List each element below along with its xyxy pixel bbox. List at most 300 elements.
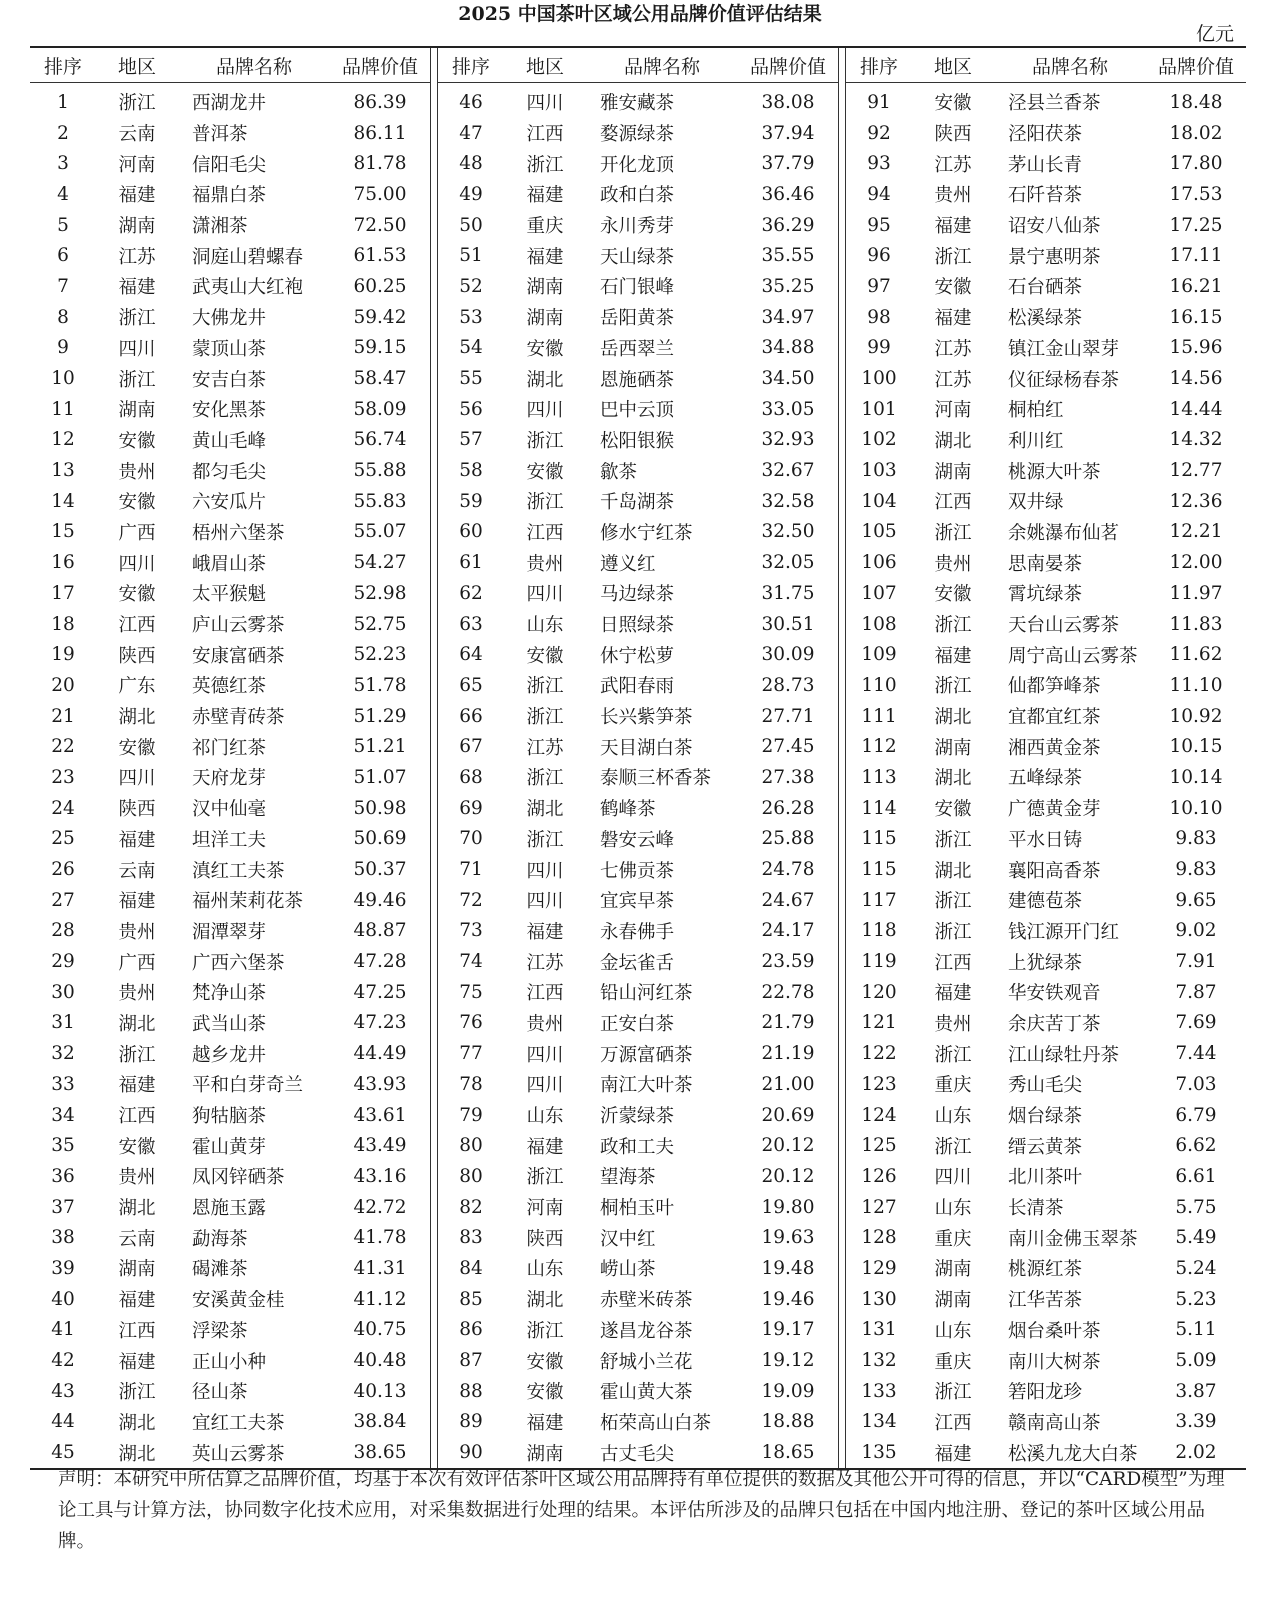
cell-brand-name: 武当山茶 [192, 1013, 267, 1035]
cell-region: 福建 [934, 1443, 972, 1465]
table-row [30, 486, 430, 517]
cell-region: 四川 [526, 584, 564, 606]
cell-brand-value: 59.15 [353, 337, 407, 359]
cell-region: 浙江 [526, 492, 564, 514]
cell-brand-value: 18.88 [761, 1411, 815, 1433]
cell-rank: 74 [459, 951, 483, 973]
cell-brand-name: 南川大树茶 [1008, 1351, 1101, 1373]
cell-brand-name: 金坛雀舌 [600, 952, 675, 974]
cell-brand-name: 正山小种 [192, 1351, 267, 1373]
cell-rank: 54 [459, 337, 483, 359]
cell-region: 安徽 [526, 1382, 564, 1404]
cell-region: 安徽 [118, 584, 156, 606]
table-row [30, 1192, 430, 1223]
cell-brand-name: 天目湖白茶 [600, 737, 693, 759]
table-row [30, 578, 430, 609]
table-row [438, 179, 838, 210]
cell-rank: 119 [861, 951, 897, 973]
cell-brand-name: 沂蒙绿茶 [600, 1106, 675, 1128]
cell-region: 浙江 [526, 829, 564, 851]
cell-brand-value: 47.25 [353, 981, 407, 1003]
cell-brand-value: 33.05 [761, 398, 815, 420]
cell-region: 浙江 [934, 1382, 972, 1404]
cell-region: 陕西 [118, 645, 156, 667]
table-row [438, 1100, 838, 1131]
cell-brand-value: 23.59 [761, 951, 815, 973]
cell-region: 贵州 [526, 1013, 564, 1035]
cell-brand-value: 55.83 [353, 490, 407, 512]
cell-rank: 125 [861, 1135, 897, 1157]
cell-rank: 12 [51, 429, 75, 451]
table-row [438, 1008, 838, 1039]
cell-region: 江西 [118, 1320, 156, 1342]
cell-region: 浙江 [934, 921, 972, 943]
cell-region: 福建 [118, 829, 156, 851]
cell-brand-name: 西湖龙井 [192, 93, 267, 115]
cell-brand-value: 15.96 [1169, 337, 1223, 359]
table-row [438, 1284, 838, 1315]
cell-brand-value: 43.61 [353, 1104, 407, 1126]
table-row [846, 1253, 1246, 1284]
cell-brand-value: 10.10 [1169, 797, 1223, 819]
table-row [846, 179, 1246, 210]
cell-region: 湖北 [118, 1198, 156, 1220]
table-row [846, 701, 1246, 732]
cell-brand-value: 40.13 [353, 1380, 407, 1402]
cell-brand-value: 40.48 [353, 1350, 407, 1372]
cell-brand-value: 31.75 [761, 582, 815, 604]
ranking-table-1 [30, 48, 430, 1468]
table-row [438, 670, 838, 701]
cell-rank: 83 [459, 1227, 483, 1249]
table-row [846, 854, 1246, 885]
cell-brand-value: 12.36 [1169, 490, 1223, 512]
cell-brand-name: 石门银峰 [600, 277, 675, 299]
table-row [438, 486, 838, 517]
table-block-1 [30, 48, 430, 1468]
cell-brand-value: 9.83 [1175, 859, 1217, 881]
table-row [846, 1345, 1246, 1376]
cell-region: 山东 [526, 1259, 564, 1281]
cell-brand-name: 汉中仙毫 [192, 799, 267, 821]
cell-region: 浙江 [118, 1382, 156, 1404]
table-row [30, 1100, 430, 1131]
table-row [846, 578, 1246, 609]
cell-rank: 61 [459, 552, 483, 574]
cell-brand-value: 11.97 [1169, 582, 1223, 604]
cell-rank: 78 [459, 1073, 483, 1095]
cell-rank: 127 [861, 1196, 897, 1218]
cell-rank: 64 [459, 644, 483, 666]
cell-brand-value: 17.25 [1169, 214, 1223, 236]
cell-brand-value: 42.72 [353, 1196, 407, 1218]
cell-region: 湖南 [526, 1443, 564, 1465]
cell-rank: 80 [459, 1165, 483, 1187]
cell-brand-value: 16.21 [1169, 275, 1223, 297]
cell-region: 湖南 [934, 1259, 972, 1281]
cell-region: 浙江 [118, 93, 156, 115]
table-row [30, 148, 430, 179]
header-region: 地区 [912, 48, 994, 83]
column-divider [430, 48, 438, 1468]
cell-rank: 92 [867, 122, 891, 144]
table-row [438, 1253, 838, 1284]
table-row [438, 1407, 838, 1438]
cell-brand-name: 霍山黄大茶 [600, 1382, 693, 1404]
cell-region: 安徽 [118, 1136, 156, 1158]
cell-rank: 128 [861, 1227, 897, 1249]
table-row [30, 333, 430, 364]
table-row [846, 302, 1246, 333]
cell-rank: 20 [51, 674, 75, 696]
cell-rank: 109 [861, 644, 897, 666]
cell-brand-value: 32.67 [761, 460, 815, 482]
cell-region: 浙江 [526, 676, 564, 698]
table-row [438, 916, 838, 947]
cell-rank: 115 [861, 859, 897, 881]
cell-rank: 45 [51, 1442, 75, 1464]
cell-rank: 24 [51, 797, 75, 819]
cell-rank: 3 [57, 153, 69, 175]
table-row [846, 639, 1246, 670]
cell-brand-value: 14.44 [1169, 398, 1223, 420]
header-brand-name: 品牌名称 [178, 48, 330, 83]
table-row [438, 854, 838, 885]
table-row [846, 1407, 1246, 1438]
cell-brand-name: 狗牯脑茶 [192, 1106, 267, 1128]
table-row [30, 1253, 430, 1284]
cell-rank: 11 [51, 398, 75, 420]
cell-region: 安徽 [934, 584, 972, 606]
cell-brand-name: 赤壁青砖茶 [192, 707, 285, 729]
cell-region: 浙江 [118, 369, 156, 391]
table-row [30, 639, 430, 670]
cell-brand-value: 19.80 [761, 1196, 815, 1218]
table-row [846, 240, 1246, 271]
cell-brand-name: 天府龙芽 [192, 768, 267, 790]
cell-brand-name: 景宁惠明茶 [1008, 246, 1101, 268]
cell-region: 陕西 [118, 799, 156, 821]
cell-brand-value: 32.50 [761, 521, 815, 543]
cell-brand-value: 28.73 [761, 674, 815, 696]
cell-brand-value: 5.11 [1175, 1319, 1217, 1341]
cell-brand-value: 52.23 [353, 644, 407, 666]
table-row [30, 1407, 430, 1438]
table-row [846, 547, 1246, 578]
cell-rank: 10 [51, 368, 75, 390]
cell-brand-name: 建德苞茶 [1008, 891, 1083, 913]
cell-region: 安徽 [526, 461, 564, 483]
cell-region: 浙江 [526, 154, 564, 176]
cell-brand-value: 2.02 [1175, 1442, 1217, 1464]
header-rank: 排序 [438, 48, 504, 83]
table-row [438, 977, 838, 1008]
table-row [30, 455, 430, 486]
cell-rank: 37 [51, 1196, 75, 1218]
cell-brand-name: 马边绿茶 [600, 584, 675, 606]
cell-region: 福建 [118, 185, 156, 207]
table-row [438, 394, 838, 425]
cell-rank: 46 [459, 91, 483, 113]
cell-rank: 113 [861, 766, 897, 788]
cell-rank: 130 [861, 1288, 897, 1310]
cell-brand-name: 石台硒茶 [1008, 277, 1083, 299]
cell-region: 四川 [526, 1044, 564, 1066]
cell-region: 重庆 [934, 1228, 972, 1250]
cell-rank: 14 [51, 490, 75, 512]
table-row [846, 762, 1246, 793]
cell-brand-name: 洞庭山碧螺春 [192, 246, 304, 268]
cell-rank: 89 [459, 1411, 483, 1433]
table-row [438, 578, 838, 609]
cell-brand-value: 27.45 [761, 736, 815, 758]
table-row [30, 762, 430, 793]
cell-brand-value: 32.58 [761, 490, 815, 512]
cell-region: 湖北 [526, 1290, 564, 1312]
cell-rank: 93 [867, 153, 891, 175]
cell-brand-value: 35.55 [761, 245, 815, 267]
cell-brand-value: 51.78 [353, 674, 407, 696]
table-row [846, 517, 1246, 548]
cell-region: 贵州 [118, 461, 156, 483]
cell-rank: 7 [57, 275, 69, 297]
cell-brand-name: 正安白茶 [600, 1013, 675, 1035]
cell-brand-name: 雅安藏茶 [600, 93, 675, 115]
cell-rank: 90 [459, 1442, 483, 1464]
cell-region: 湖北 [118, 1412, 156, 1434]
cell-brand-name: 婺源绿茶 [600, 124, 675, 146]
cell-brand-name: 梵净山茶 [192, 983, 267, 1005]
table-row [30, 179, 430, 210]
cell-brand-value: 19.46 [761, 1288, 815, 1310]
cell-rank: 102 [861, 429, 897, 451]
cell-brand-name: 英德红茶 [192, 676, 267, 698]
cell-brand-name: 广西六堡茶 [192, 952, 285, 974]
cell-brand-name: 鹤峰茶 [600, 799, 656, 821]
table-row [30, 670, 430, 701]
cell-rank: 29 [51, 951, 75, 973]
cell-brand-name: 上犹绿茶 [1008, 952, 1083, 974]
cell-brand-value: 37.79 [761, 153, 815, 175]
cell-brand-name: 平和白芽奇兰 [192, 1075, 304, 1097]
cell-brand-value: 47.28 [353, 951, 407, 973]
cell-brand-name: 霄坑绿茶 [1008, 584, 1083, 606]
cell-rank: 110 [861, 674, 897, 696]
cell-brand-value: 30.51 [761, 613, 815, 635]
table-row [438, 210, 838, 241]
table-row [846, 793, 1246, 824]
table-row [846, 916, 1246, 947]
cell-region: 重庆 [526, 216, 564, 238]
cell-brand-value: 7.03 [1175, 1073, 1217, 1095]
cell-region: 四川 [526, 891, 564, 913]
cell-rank: 28 [51, 920, 75, 942]
cell-rank: 103 [861, 460, 897, 482]
cell-rank: 48 [459, 153, 483, 175]
cell-rank: 85 [459, 1288, 483, 1310]
cell-brand-name: 南江大叶茶 [600, 1075, 693, 1097]
cell-region: 安徽 [526, 338, 564, 360]
cell-rank: 33 [51, 1073, 75, 1095]
cell-brand-name: 万源富硒茶 [600, 1044, 693, 1066]
table-block-3 [846, 48, 1246, 1468]
cell-region: 福建 [526, 1136, 564, 1158]
cell-brand-name: 利川红 [1008, 430, 1064, 452]
cell-brand-value: 38.65 [353, 1442, 407, 1464]
cell-rank: 60 [459, 521, 483, 543]
cell-rank: 84 [459, 1257, 483, 1279]
cell-rank: 50 [459, 214, 483, 236]
cell-brand-value: 18.02 [1169, 122, 1223, 144]
cell-brand-value: 51.21 [353, 736, 407, 758]
cell-brand-value: 18.48 [1169, 91, 1223, 113]
cell-region: 山东 [526, 1106, 564, 1128]
cell-brand-name: 六安瓜片 [192, 492, 267, 514]
cell-region: 重庆 [934, 1351, 972, 1373]
table-row [438, 271, 838, 302]
cell-brand-value: 34.50 [761, 368, 815, 390]
cell-brand-name: 碣滩茶 [192, 1259, 248, 1281]
cell-brand-name: 桃源红茶 [1008, 1259, 1083, 1281]
cell-rank: 25 [51, 828, 75, 850]
table-row [846, 885, 1246, 916]
cell-region: 江苏 [526, 737, 564, 759]
cell-region: 山东 [526, 615, 564, 637]
table-row [846, 363, 1246, 394]
table-row [30, 885, 430, 916]
table-row [30, 425, 430, 456]
cell-rank: 67 [459, 736, 483, 758]
cell-region: 湖南 [934, 461, 972, 483]
table-row [438, 1192, 838, 1223]
cell-brand-value: 3.87 [1175, 1380, 1217, 1402]
table-row [438, 118, 838, 149]
cell-brand-value: 41.78 [353, 1227, 407, 1249]
cell-brand-name: 七佛贡茶 [600, 860, 675, 882]
cell-rank: 68 [459, 766, 483, 788]
cell-rank: 5 [57, 214, 69, 236]
table-row [30, 240, 430, 271]
cell-brand-name: 桐柏玉叶 [600, 1198, 675, 1220]
cell-rank: 41 [51, 1319, 75, 1341]
cell-brand-name: 梧州六堡茶 [192, 522, 285, 544]
cell-region: 河南 [526, 1198, 564, 1220]
cell-brand-name: 桃源大叶茶 [1008, 461, 1101, 483]
cell-brand-name: 越乡龙井 [192, 1044, 267, 1066]
cell-region: 云南 [118, 1228, 156, 1250]
cell-brand-name: 诏安八仙茶 [1008, 216, 1101, 238]
header-region: 地区 [96, 48, 178, 83]
cell-rank: 86 [459, 1319, 483, 1341]
cell-brand-name: 余姚瀑布仙茗 [1008, 522, 1120, 544]
table-row [846, 731, 1246, 762]
cell-brand-name: 望海茶 [600, 1167, 656, 1189]
cell-brand-name: 普洱茶 [192, 124, 248, 146]
cell-rank: 8 [57, 306, 69, 328]
cell-brand-name: 湄潭翠芽 [192, 921, 267, 943]
cell-brand-value: 7.87 [1175, 981, 1217, 1003]
cell-rank: 22 [51, 736, 75, 758]
cell-region: 山东 [934, 1320, 972, 1342]
cell-rank: 121 [861, 1012, 897, 1034]
cell-brand-name: 江山绿牡丹茶 [1008, 1044, 1120, 1066]
cell-brand-name: 黄山毛峰 [192, 430, 267, 452]
cell-region: 安徽 [934, 799, 972, 821]
cell-brand-name: 径山茶 [192, 1382, 248, 1404]
cell-brand-value: 56.74 [353, 429, 407, 451]
cell-brand-value: 40.75 [353, 1319, 407, 1341]
cell-rank: 56 [459, 398, 483, 420]
cell-brand-value: 25.88 [761, 828, 815, 850]
cell-rank: 52 [459, 275, 483, 297]
cell-brand-name: 江华苦茶 [1008, 1290, 1083, 1312]
cell-brand-value: 51.29 [353, 705, 407, 727]
cell-rank: 38 [51, 1227, 75, 1249]
cell-brand-name: 双井绿 [1008, 492, 1064, 514]
cell-rank: 26 [51, 859, 75, 881]
cell-region: 福建 [934, 983, 972, 1005]
cell-region: 重庆 [934, 1075, 972, 1097]
cell-region: 四川 [118, 338, 156, 360]
cell-brand-name: 遂昌龙谷茶 [600, 1320, 693, 1342]
cell-rank: 69 [459, 797, 483, 819]
cell-brand-value: 16.15 [1169, 306, 1223, 328]
cell-brand-value: 3.39 [1175, 1411, 1217, 1433]
cell-region: 山东 [934, 1198, 972, 1220]
cell-brand-name: 南川金佛玉翠茶 [1008, 1228, 1138, 1250]
cell-region: 浙江 [526, 707, 564, 729]
cell-brand-value: 34.97 [761, 306, 815, 328]
cell-brand-name: 勐海茶 [192, 1228, 248, 1250]
cell-rank: 43 [51, 1380, 75, 1402]
header-brand-value: 品牌价值 [330, 48, 430, 83]
cell-brand-name: 崂山茶 [600, 1259, 656, 1281]
cell-region: 湖南 [118, 216, 156, 238]
cell-region: 福建 [118, 1290, 156, 1312]
cell-rank: 106 [861, 552, 897, 574]
cell-brand-name: 北川茶叶 [1008, 1167, 1083, 1189]
cell-rank: 31 [51, 1012, 75, 1034]
cell-rank: 101 [861, 398, 897, 420]
cell-region: 福建 [526, 185, 564, 207]
cell-region: 四川 [934, 1167, 972, 1189]
table-row [846, 1192, 1246, 1223]
cell-rank: 71 [459, 859, 483, 881]
table-row [30, 946, 430, 977]
unit-label: 亿元 [1195, 23, 1234, 45]
cell-region: 湖南 [934, 737, 972, 759]
cell-brand-name: 恩施玉露 [192, 1198, 267, 1220]
table-row [846, 1038, 1246, 1069]
cell-region: 湖北 [934, 430, 972, 452]
cell-brand-name: 长清茶 [1008, 1198, 1064, 1220]
cell-rank: 126 [861, 1165, 897, 1187]
table-row [846, 210, 1246, 241]
cell-brand-value: 50.69 [353, 828, 407, 850]
cell-brand-value: 14.56 [1169, 368, 1223, 390]
cell-brand-name: 岳西翠兰 [600, 338, 675, 360]
cell-rank: 55 [459, 368, 483, 390]
cell-region: 四川 [118, 768, 156, 790]
header-rank: 排序 [846, 48, 912, 83]
cell-brand-name: 缙云黄茶 [1008, 1136, 1083, 1158]
cell-region: 湖南 [526, 277, 564, 299]
cell-brand-value: 5.23 [1175, 1288, 1217, 1310]
cell-rank: 91 [867, 91, 891, 113]
cell-region: 贵州 [934, 185, 972, 207]
cell-region: 福建 [934, 645, 972, 667]
cell-region: 云南 [118, 124, 156, 146]
